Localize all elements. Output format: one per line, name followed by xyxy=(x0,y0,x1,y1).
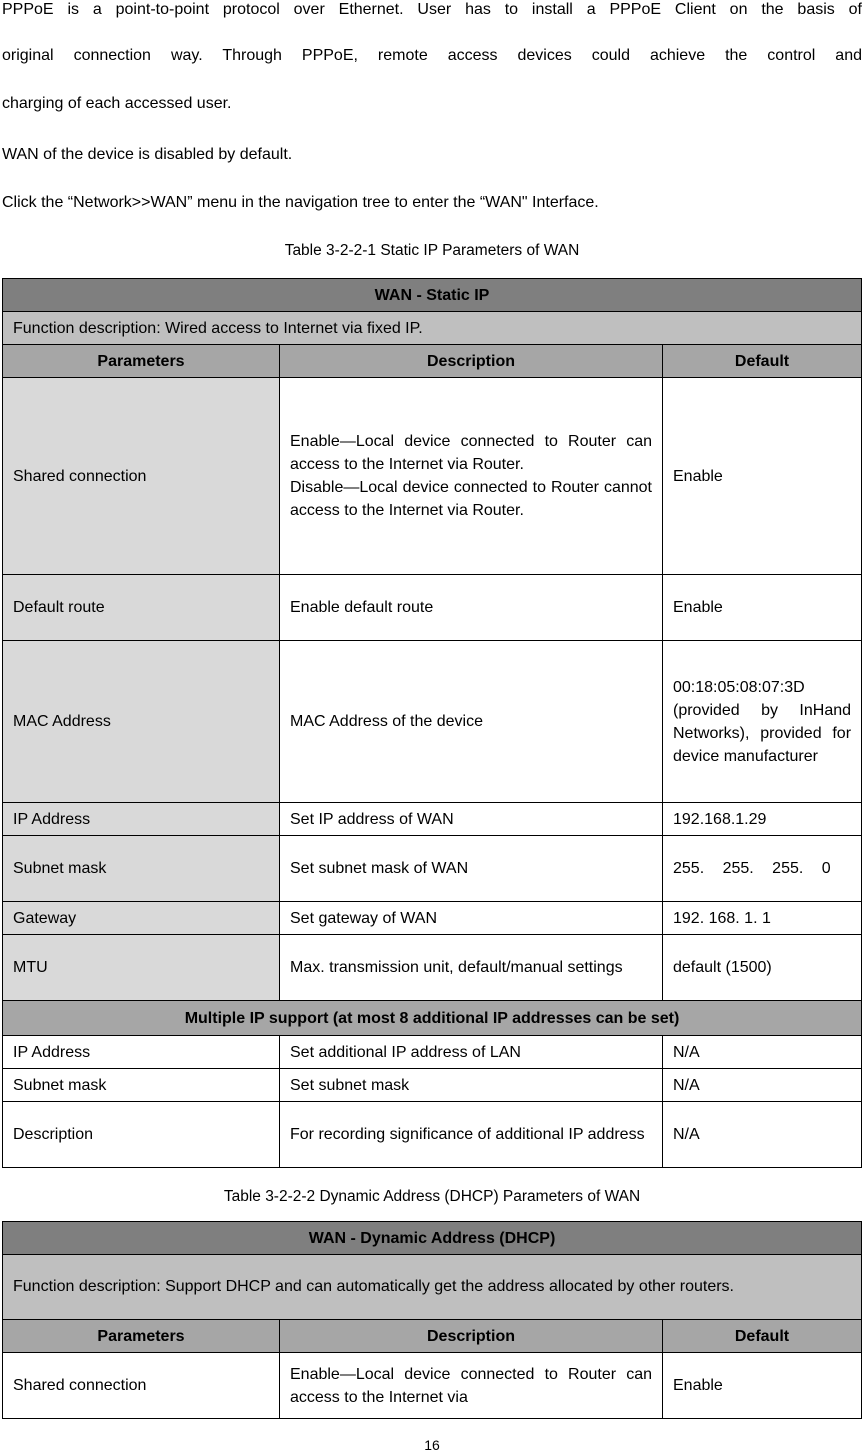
description-cell: For recording significance of additional IP address xyxy=(280,1102,663,1168)
description-cell: MAC Address of the device xyxy=(280,641,663,803)
description-cell: Set subnet mask of WAN xyxy=(280,836,663,902)
table1-caption: Table 3-2-2-1 Static IP Parameters of WAN xyxy=(284,242,580,259)
table1-header-parameters: Parameters xyxy=(3,345,280,378)
table-row xyxy=(3,1353,862,1419)
table2-function-description: Function description: Support DHCP and can automatically get the address allocated by other routers. xyxy=(3,1255,862,1320)
default-cell: N/A xyxy=(663,1036,862,1069)
description-cell: Set additional IP address of LAN xyxy=(280,1036,663,1069)
default-cell: Enable xyxy=(663,1353,862,1419)
param-cell: Subnet mask xyxy=(3,1069,280,1102)
mac-address-value: 00:18:05:08:07:3D xyxy=(673,678,805,696)
table-row xyxy=(3,378,862,575)
param-cell: Gateway xyxy=(3,902,280,935)
multiple-ip-subheader: Multiple IP support (at most 8 additional IP addresses can be set) xyxy=(3,1001,862,1036)
param-cell: IP Address xyxy=(3,1036,280,1069)
table-row xyxy=(3,1102,862,1168)
default-cell: 192. 168. 1. 1 xyxy=(663,902,862,935)
table-row xyxy=(3,641,862,803)
mac-address-note: (provided by InHand Networks), provided for device manufacturer xyxy=(673,701,852,765)
disable-description: Disable—Local device connected to Router cannot access to the Internet via Router. xyxy=(290,479,652,519)
default-cell: Enable xyxy=(663,378,862,575)
description-cell: Enable default route xyxy=(280,575,663,641)
table1-title: WAN - Static IP xyxy=(3,279,862,312)
default-cell: 255. 255. 255. 0 xyxy=(663,836,862,902)
table-row xyxy=(3,1036,862,1069)
navigation-instruction: Click the “Network>>WAN” menu in the navigation tree to enter the “WAN" Interface. xyxy=(2,194,599,211)
table-row xyxy=(3,803,862,836)
enable-description: Enable—Local device connected to Router can access to the Internet via Router. xyxy=(290,433,652,473)
param-cell: Shared connection xyxy=(3,378,280,575)
default-cell: Enable xyxy=(663,575,862,641)
dhcp-table xyxy=(2,1221,862,1419)
intro-line-3: charging of each accessed user. xyxy=(2,95,232,112)
table-row xyxy=(3,575,862,641)
description-cell: Set IP address of WAN xyxy=(280,803,663,836)
table1-function-description: Function description: Wired access to Internet via fixed IP. xyxy=(3,312,862,345)
page-number: 16 xyxy=(424,1437,440,1453)
param-cell: IP Address xyxy=(3,803,280,836)
intro-line-2: original connection way. Through PPPoE, remote access devices could achieve the control and xyxy=(2,47,862,64)
param-cell: Shared connection xyxy=(3,1353,280,1419)
table1-header-default: Default xyxy=(663,345,862,378)
description-cell: Set subnet mask xyxy=(280,1069,663,1102)
description-cell: Enable—Local device connected to Router can access to the Internet via xyxy=(280,1353,663,1419)
table-row xyxy=(3,935,862,1001)
table2-header-parameters: Parameters xyxy=(3,1320,280,1353)
description-cell: Max. transmission unit, default/manual settings xyxy=(280,935,663,1001)
param-cell: MAC Address xyxy=(3,641,280,803)
intro-line-1: PPPoE is a point-to-point protocol over Ethernet. User has to install a PPPoE Client on the basis of xyxy=(2,1,862,18)
table-row xyxy=(3,1069,862,1102)
table2-header-default: Default xyxy=(663,1320,862,1353)
table-row xyxy=(3,836,862,902)
table2-caption: Table 3-2-2-2 Dynamic Address (DHCP) Parameters of WAN xyxy=(223,1188,641,1205)
param-cell: Subnet mask xyxy=(3,836,280,902)
default-cell: default (1500) xyxy=(663,935,862,1001)
param-cell: Description xyxy=(3,1102,280,1168)
static-ip-table xyxy=(2,278,862,1168)
default-cell xyxy=(663,641,862,803)
wan-default-note: WAN of the device is disabled by default. xyxy=(2,146,293,163)
description-cell xyxy=(280,378,663,575)
default-cell: N/A xyxy=(663,1102,862,1168)
default-cell: N/A xyxy=(663,1069,862,1102)
table-row xyxy=(3,902,862,935)
table2-header-description: Description xyxy=(280,1320,663,1353)
default-cell: 192.168.1.29 xyxy=(663,803,862,836)
table1-header-description: Description xyxy=(280,345,663,378)
table2-title: WAN - Dynamic Address (DHCP) xyxy=(3,1222,862,1255)
param-cell: MTU xyxy=(3,935,280,1001)
description-cell: Set gateway of WAN xyxy=(280,902,663,935)
param-cell: Default route xyxy=(3,575,280,641)
